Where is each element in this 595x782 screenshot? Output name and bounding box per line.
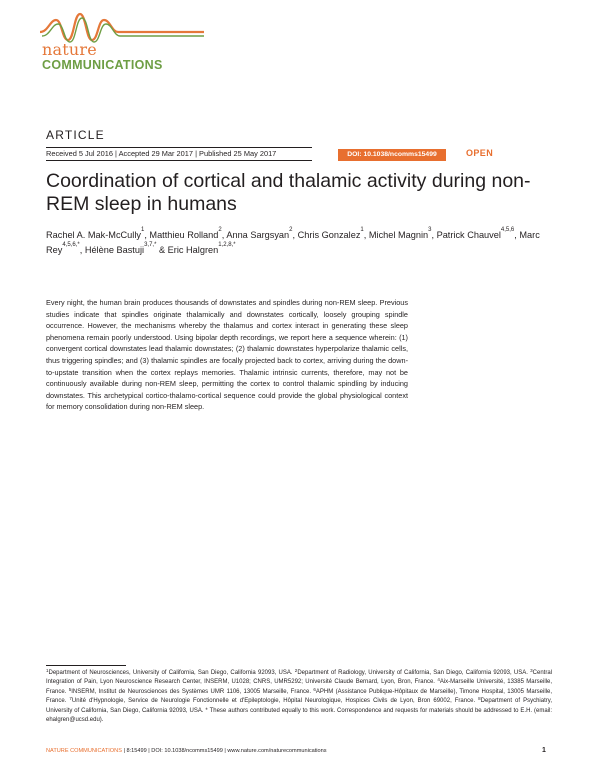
affiliations-footnote — [46, 669, 552, 725]
affiliation-marker: 3 — [530, 668, 533, 673]
dates-separator: | — [115, 149, 119, 158]
author-affiliation-marker: 2 — [289, 227, 293, 233]
footer-citation: | 8:15499 | DOI: 10.1038/ncomms15499 | www.nature.com/naturecommunications — [123, 748, 327, 754]
author-affiliation-marker: 3 — [428, 227, 432, 233]
dates-separator: | — [195, 149, 200, 158]
affiliation-marker: 5 — [68, 686, 72, 692]
affiliation-marker: 6 — [313, 686, 316, 692]
author-name: Anna Sargsyan — [226, 230, 290, 240]
author-affiliation-marker: 2 — [218, 227, 222, 233]
author-name: Marc Rey — [46, 230, 540, 255]
article-type-label: ARTICLE — [46, 128, 105, 142]
article-title: Coordination of cortical and thalamic activity during non-REM sleep in humans — [46, 170, 531, 215]
affiliation-text: Department of Neurosciences, University of California, San Diego, California 92093, USA. — [48, 670, 293, 676]
affiliation-text: Aix-Marseille Université, 13385 Marseille, France. — [46, 679, 552, 695]
affiliation-text: INSERM, Institut de Neurosciences des Systèmes UMR 1106, 13005 Marseille, France. — [71, 688, 311, 695]
publication-dates — [46, 149, 276, 158]
footnote-rule — [46, 665, 126, 666]
affiliation-text: Central Integration of Pain, Lyon Neuroscience Research Center, INSERM, U1028; CNRS, UMR5292; Université Claude Bernard, Lyon, Bron, France. — [46, 670, 553, 686]
open-access-label: OPEN — [466, 148, 494, 158]
author-affiliation-marker: 1 — [360, 227, 364, 233]
received-date: Received 5 Jul 2016 — [46, 149, 113, 158]
affiliation-text: APHM (Assistance Publique-Hôpitaux de Marseille), Timone Hospital, 13005 Marseille, France. — [46, 688, 553, 705]
published-date: Published 25 May 2017 — [199, 149, 277, 158]
logo-communications-word: COMMUNICATIONS — [42, 58, 163, 72]
affiliation-marker: 2 — [294, 668, 298, 673]
author-affiliation-marker: 1,2,8,* — [218, 242, 236, 248]
author-affiliation-marker: 4,5,6,* — [62, 242, 80, 248]
abstract-text: Every night, the human brain produces thousands of downstates and spindles during non-REM sleep. Previous studies indicate that spindles originate thalamically and downstates cortically, loosely grouping spindle occurrence. However, the mechanisms whereby the thalamus and cortex interact in generating these sleep phenomena remain poorly understood. Using bipolar depth recordings, we report here a sequence wherein: (1) convergent cortical downstates lead thalamic downstates; (2) thalamic downstates hyperpolarize thalamic cells, thus triggering spindles; and (3) thalamic spindles are focally projected back to cortex, arriving during the down-to-upstate transition when the cortex replays memories. Thalamic intrinsic currents, therefore, may not be continuously available during non-REM sleep, permitting the cortex to control thalamic spindling by inducing downstates. This archetypical cortico-thalamo-cortical sequence could provide the global physiological context for memory consolidation during non-REM sleep. — [46, 298, 408, 412]
author-affiliation-marker: 3,7,* — [144, 242, 157, 248]
logo-nature-word: nature — [42, 40, 97, 59]
divider-rule — [46, 147, 312, 148]
page-footer — [46, 748, 327, 754]
footer-journal-name: NATURE COMMUNICATIONS — [46, 748, 122, 754]
affiliation-marker: 1 — [46, 668, 49, 673]
accepted-date: Accepted 29 Mar 2017 — [118, 149, 193, 158]
author-name: Rachel A. Mak-McCully — [46, 230, 141, 240]
page-number: 1 — [542, 747, 546, 754]
affiliation-marker: 7 — [69, 696, 72, 702]
nature-wave-logo-icon — [36, 10, 206, 44]
doi-badge[interactable]: DOI: 10.1038/ncomms15499 — [338, 149, 446, 161]
affiliation-text: Unité d'Hypnologie, Service de Neurologie Fonctionnelle et d'Epileptologie, Hôpital Neurologique, Hospices Civils de Lyon, Bron 69002, France. — [71, 698, 476, 705]
affiliation-marker: 4 — [437, 677, 440, 683]
correspondence-note: * These authors contributed equally to this work. Correspondence and requests for materials should be addressed to E.H. (email: ehalgren@ucsd.edu). — [46, 707, 552, 724]
affiliation-marker: 8 — [478, 696, 481, 702]
author-name: Hélène Bastuji — [84, 245, 145, 255]
divider-rule — [46, 160, 312, 161]
author-name: Patrick Chauvel — [436, 230, 501, 240]
author-name: Matthieu Rolland — [149, 230, 219, 240]
author-name: Eric Halgren — [167, 245, 219, 255]
journal-header — [0, 0, 595, 80]
author-affiliation-marker: 1 — [140, 227, 145, 233]
author-and-separator: & — [158, 245, 166, 255]
affiliation-text: Department of Psychiatry, University of California, San Diego, California 92093, USA. — [46, 698, 552, 714]
author-affiliation-marker: 4,5,6 — [500, 227, 515, 233]
author-name: Chris Gonzalez — [297, 230, 361, 240]
affiliation-text: Department of Radiology, University of California, San Diego, California 92093, USA. — [297, 670, 528, 676]
author-list: Rachel A. Mak-McCully$^1$, Matthieu Rolland$^2$, Anna Sargsyan$^2$, Chris Gonzalez$^1$, Michel Magnin$^3$, Patrick Chauvel$^{4,5,6}$, Marc Rey$^{4,5,6,*}$, Hélène Bastuji$^{3,7,*}$ & Eric Halgren$^{1,2,8,*}$ — [46, 227, 540, 255]
author-name: Michel Magnin — [368, 230, 429, 240]
